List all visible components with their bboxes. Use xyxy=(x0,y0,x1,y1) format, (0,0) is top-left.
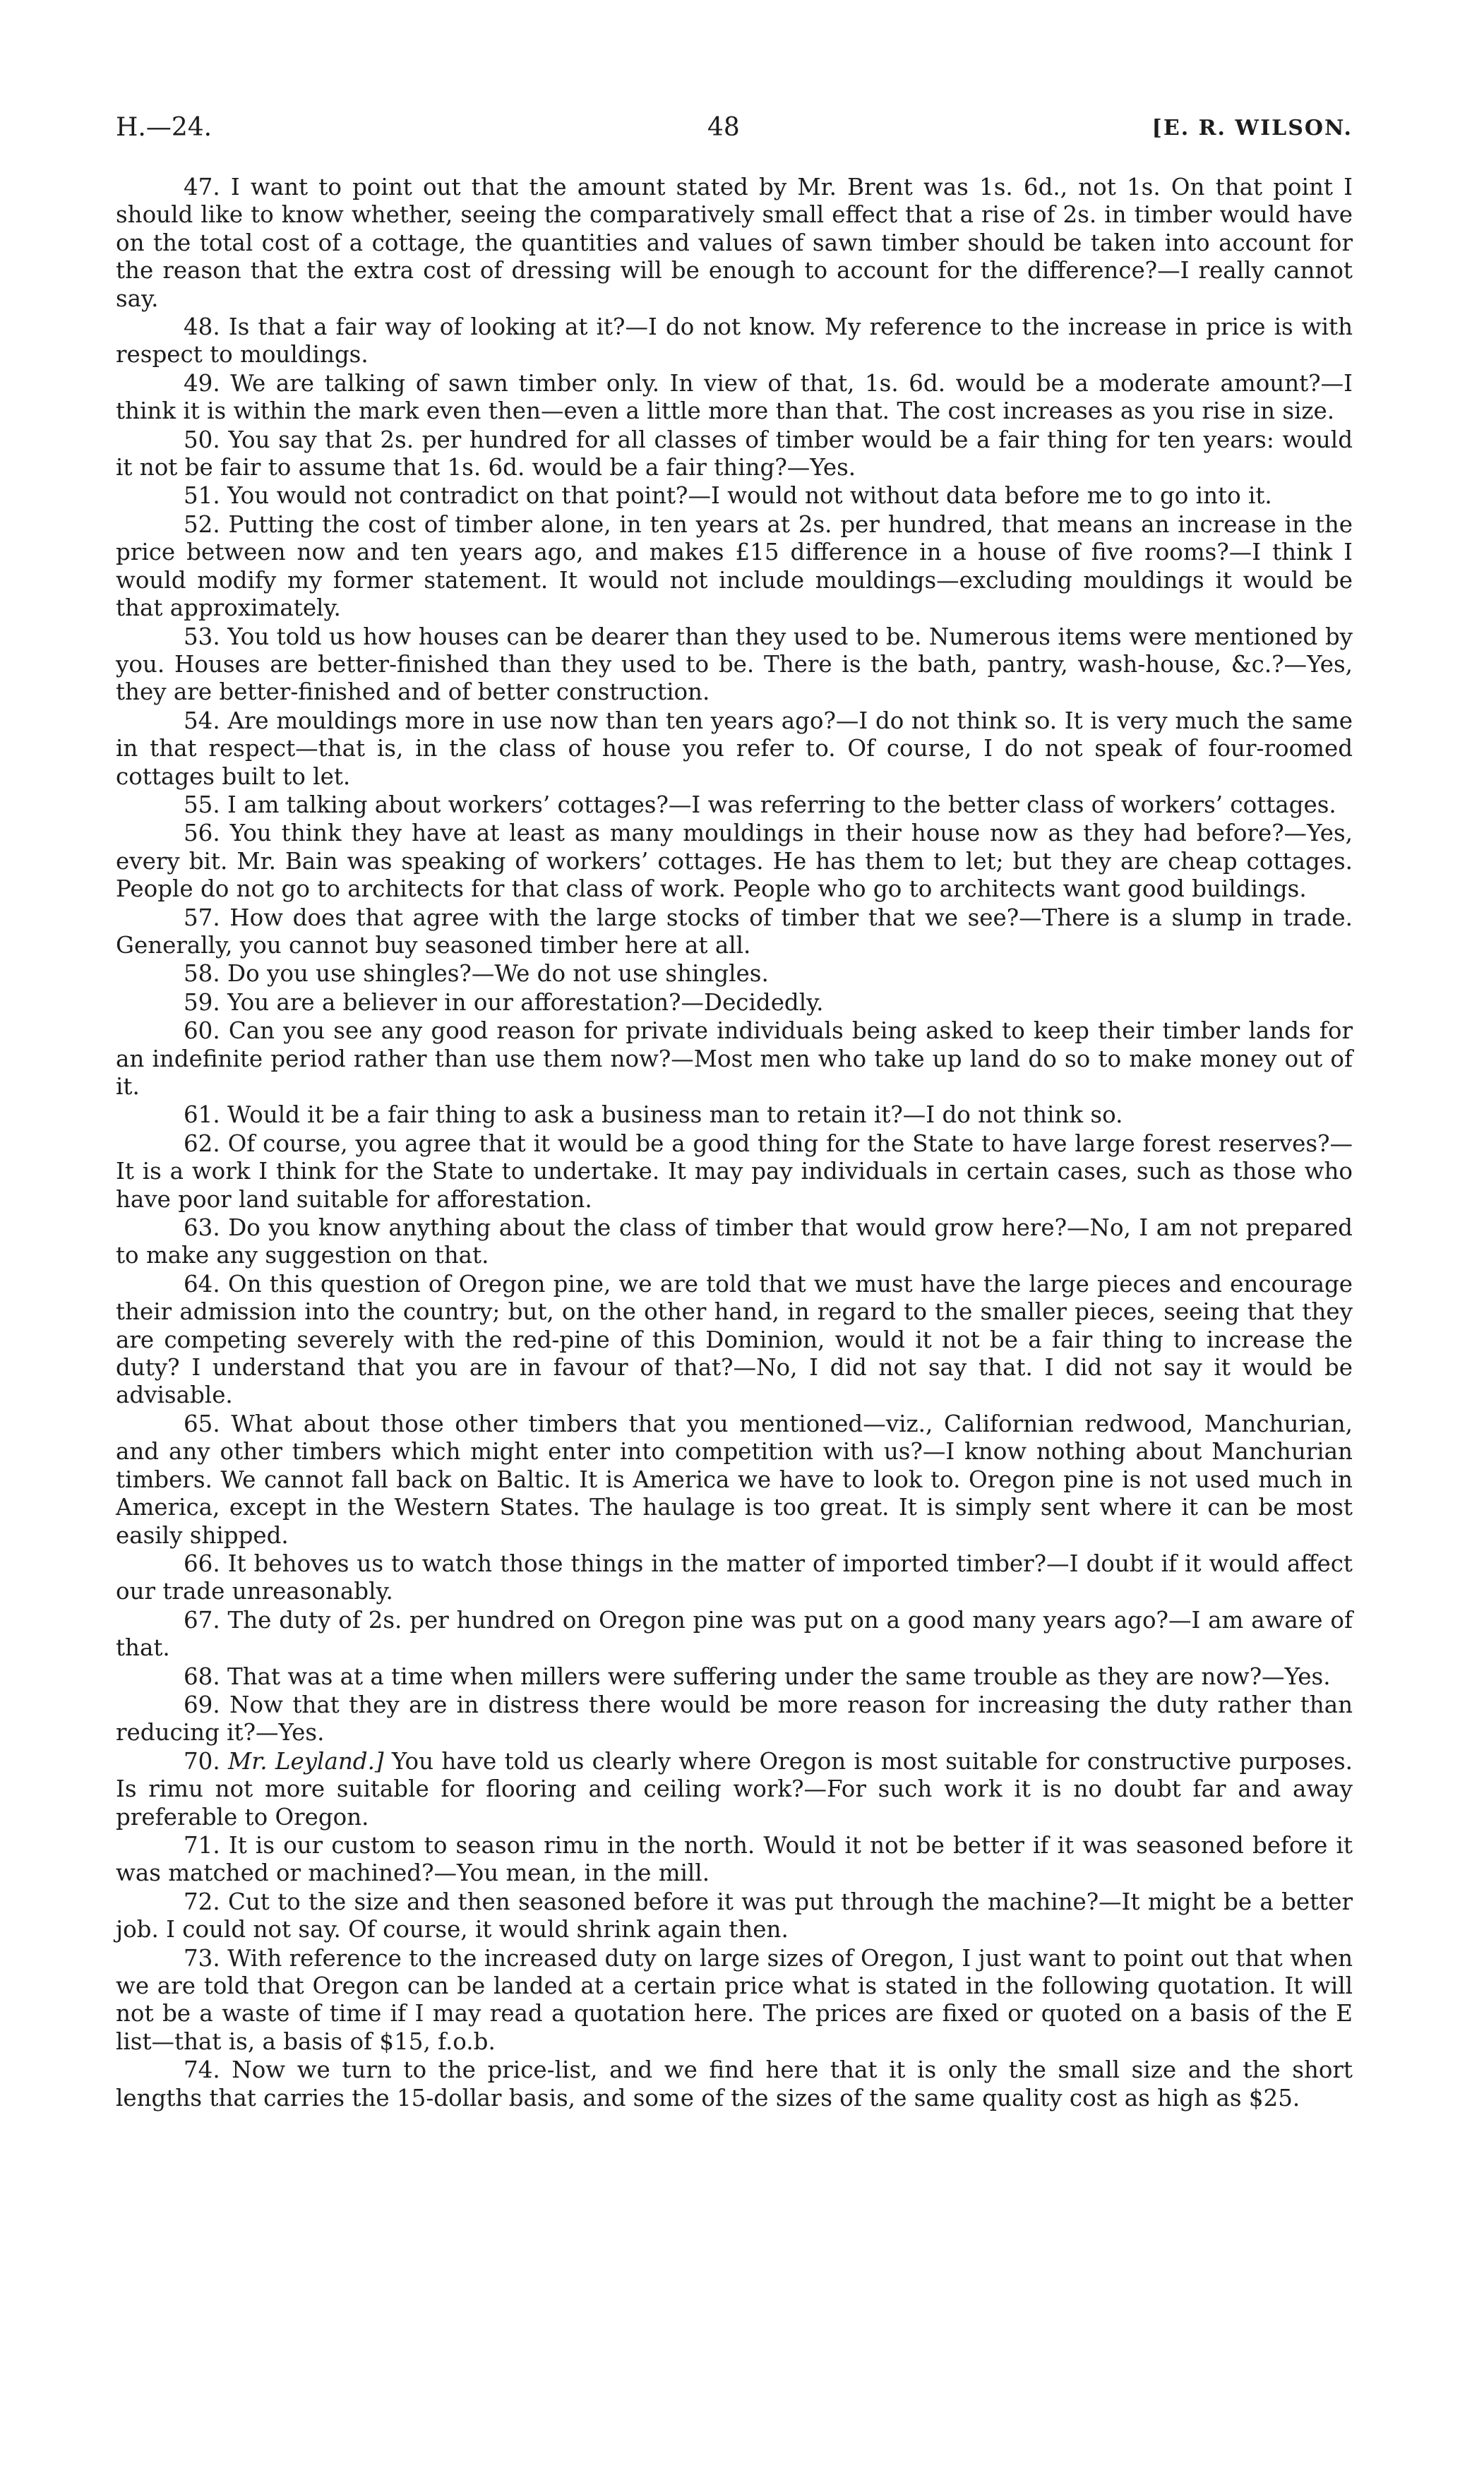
question-number: 67. xyxy=(184,1606,220,1634)
question-number: 60. xyxy=(184,1017,220,1045)
paragraph-text: Can you see any good reason for private individuals being asked to keep their timber lands for an indefinite period rather than use them now?—Most men who take up land do so to make money out of it. xyxy=(116,1017,1353,1100)
question-number: 49. xyxy=(184,369,220,397)
question-number: 71. xyxy=(184,1831,220,1859)
paragraph-68 xyxy=(116,1663,1353,1691)
question-number: 64. xyxy=(184,1270,220,1298)
paragraph-49 xyxy=(116,370,1353,426)
question-number: 56. xyxy=(184,820,220,847)
question-number: 73. xyxy=(184,1944,220,1972)
paragraph-text: I am talking about workers’ cottages?—I was referring to the better class of workers’ cottages. xyxy=(227,791,1336,818)
paragraph-text: Putting the cost of timber alone, in ten years at 2s. per hundred, that means an increase in the price between now and ten years ago, and makes £15 difference in a house of five rooms?—I think I would modify my former statement. It would not include mouldings—excluding mouldings it would be that approximately. xyxy=(116,510,1353,622)
question-number: 70. xyxy=(184,1747,220,1775)
paragraph-text: You think they have at least as many mouldings in their house now as they had before?—Yes, every bit. Mr. Bain was speaking of workers’ cottages. He has them to let; but they are cheap cottages. People do not go to architects for that class of work. People who go to architects want good buildings. xyxy=(116,820,1353,903)
paragraph-58 xyxy=(116,960,1353,988)
evidence-text xyxy=(116,174,1353,2112)
paragraph-47 xyxy=(116,174,1353,313)
paragraph-text: Are mouldings more in use now than ten years ago?—I do not think so. It is very much the same in that respect—that is, in the class of house you refer to. Of course, I do not speak of four-roomed cottages built to let. xyxy=(116,707,1353,790)
question-number: 52. xyxy=(184,510,220,538)
paragraph-text: That was at a time when millers were suffering under the same trouble as they are now?—Yes. xyxy=(227,1663,1331,1690)
paragraph-69 xyxy=(116,1691,1353,1747)
paragraph-56 xyxy=(116,820,1353,903)
question-number: 68. xyxy=(184,1663,220,1690)
paragraph-text: Is that a fair way of looking at it?—I do not know. My reference to the increase in price is with respect to mouldings. xyxy=(116,313,1353,369)
question-number: 66. xyxy=(184,1550,220,1577)
paragraph-text: Do you know anything about the class of timber that would grow here?—No, I am not prepared to make any suggestion on that. xyxy=(116,1214,1353,1269)
question-number: 50. xyxy=(184,426,220,453)
paragraph-63 xyxy=(116,1214,1353,1270)
paragraph-text: With reference to the increased duty on large sizes of Oregon, I just want to point out that when we are told that Oregon can be landed at a certain price what is stated in the following quotation. It will not be a waste of time if I may read a quotation here. The prices are fixed or quoted on a basis of the E list—that is, a basis of $15, f.o.b. xyxy=(116,1944,1353,2055)
paragraph-66 xyxy=(116,1550,1353,1606)
paragraph-48 xyxy=(116,313,1353,369)
question-number: 57. xyxy=(184,904,220,931)
question-number: 62. xyxy=(184,1130,220,1157)
paragraph-74 xyxy=(116,2056,1353,2112)
paragraph-text: You are a believer in our afforestation?—Decidedly. xyxy=(227,988,824,1016)
question-number: 74. xyxy=(184,2056,220,2084)
question-number: 55. xyxy=(184,791,220,818)
paragraph-text: We are talking of sawn timber only. In view of that, 1s. 6d. would be a moderate amount?—I think it is within the mark even then—even a little more than that. The cost increases as you rise in size. xyxy=(116,369,1353,425)
question-number: 61. xyxy=(184,1101,220,1129)
paragraph-text: Now we turn to the price-list, and we find here that it is only the small size and the short lengths that carries the 15-dollar basis, and some of the sizes of the same quality cost as high as $25. xyxy=(116,2056,1353,2111)
paragraph-text: You say that 2s. per hundred for all classes of timber would be a fair thing for ten years: would it not be fair to assume that 1s. 6d. would be a fair thing?—Yes. xyxy=(116,426,1353,481)
paragraph-59 xyxy=(116,989,1353,1017)
paragraph-55 xyxy=(116,791,1353,819)
paragraph-51 xyxy=(116,482,1353,510)
paragraph-53 xyxy=(116,623,1353,707)
paragraph-54 xyxy=(116,707,1353,791)
paragraph-52 xyxy=(116,511,1353,623)
paragraph-text: On this question of Oregon pine, we are told that we must have the large pieces and encourage their admission into the country; but, on the other hand, in regard to the smaller pieces, seeing that they are competing severely with the red-pine of this Dominion, would it not be a fair thing to increase the duty? I understand that you are in favour of that?—No, I did not say that. I did not say it would be advisable. xyxy=(116,1270,1353,1409)
paragraph-60 xyxy=(116,1017,1353,1101)
question-number: 69. xyxy=(184,1691,220,1718)
report-code: H.—24. xyxy=(116,113,213,142)
paragraph-text: Of course, you agree that it would be a good thing for the State to have large forest reserves?—It is a work I think for the State to undertake. It may pay individuals in certain cases, such as those who have poor land suitable for afforestation. xyxy=(116,1130,1353,1213)
paragraph-text: Would it be a fair thing to ask a business man to retain it?—I do not think so. xyxy=(227,1101,1123,1129)
paragraph-67 xyxy=(116,1607,1353,1663)
paragraph-71 xyxy=(116,1832,1353,1888)
paragraph-text: You would not contradict on that point?—I would not without data before me to go into it. xyxy=(227,482,1272,510)
paragraph-text: What about those other timbers that you mentioned—viz., Californian redwood, Manchurian, and any other timbers which might enter into competition with us?—I know nothing about Manchurian timbers. We cannot fall back on Baltic. It is America we have to look to. Oregon pine is not used much in America, except in the Western States. The haulage is too great. It is simply sent where it can be most easily shipped. xyxy=(116,1410,1353,1549)
question-number: 54. xyxy=(184,707,220,734)
page-number: 48 xyxy=(707,113,740,142)
question-number: 59. xyxy=(184,988,220,1016)
question-number: 63. xyxy=(184,1214,220,1242)
paragraph-text: It behoves us to watch those things in the matter of imported timber?—I doubt if it would affect our trade unreasonably. xyxy=(116,1550,1353,1605)
paragraph-65 xyxy=(116,1410,1353,1550)
paragraph-64 xyxy=(116,1271,1353,1410)
paragraph-50 xyxy=(116,426,1353,482)
question-number: 48. xyxy=(184,313,220,341)
paragraph-72 xyxy=(116,1888,1353,1944)
witness-name: [E. R. WILSON. xyxy=(1151,116,1353,140)
question-number: 58. xyxy=(184,960,220,988)
speaker-name: Mr. Leyland.] xyxy=(228,1747,384,1775)
paragraph-62 xyxy=(116,1130,1353,1214)
paragraph-text: Do you use shingles?—We do not use shingles. xyxy=(227,960,769,988)
paragraph-text: Now that they are in distress there would be more reason for increasing the duty rather than reducing it?—Yes. xyxy=(116,1691,1353,1747)
question-number: 51. xyxy=(184,482,220,510)
paragraph-text: You have told us clearly where Oregon is most suitable for constructive purposes. Is rimu not more suitable for flooring and ceiling work?—For such work it is no doubt far and away preferable to Oregon. xyxy=(116,1747,1353,1831)
question-number: 53. xyxy=(184,623,220,650)
paragraph-text: You told us how houses can be dearer than they used to be. Numerous items were mentioned by you. Houses are better-finished than they used to be. There is the bath, pantry, wash-house, &c.?—Yes, they are better-finished and of better construction. xyxy=(116,623,1353,706)
paragraph-73 xyxy=(116,1945,1353,2056)
document-page xyxy=(116,113,1353,2112)
paragraph-70 xyxy=(116,1748,1353,1831)
paragraph-text: It is our custom to season rimu in the north. Would it not be better if it was seasoned before it was matched or machined?—You mean, in the mill. xyxy=(116,1831,1353,1887)
paragraph-text: I want to point out that the amount stated by Mr. Brent was 1s. 6d., not 1s. On that point I should like to know whether, seeing the comparatively small effect that a rise of 2s. in timber would have on the total cost of a cottage, the quantities and values of sawn timber should be taken into account for the reason that the extra cost of dressing will be enough to account for the difference?—I really cannot say. xyxy=(116,174,1353,312)
paragraph-61 xyxy=(116,1101,1353,1129)
paragraph-text: The duty of 2s. per hundred on Oregon pine was put on a good many years ago?—I am aware of that. xyxy=(116,1606,1353,1662)
paragraph-text: Cut to the size and then seasoned before it was put through the machine?—It might be a better job. I could not say. Of course, it would shrink again then. xyxy=(116,1888,1353,1943)
page-header xyxy=(116,113,1353,155)
paragraph-57 xyxy=(116,904,1353,960)
question-number: 47. xyxy=(184,174,220,200)
question-number: 65. xyxy=(184,1410,220,1437)
question-number: 72. xyxy=(184,1888,220,1915)
paragraph-text: How does that agree with the large stocks of timber that we see?—There is a slump in trade. Generally, you cannot buy seasoned timber here at all. xyxy=(116,904,1353,959)
